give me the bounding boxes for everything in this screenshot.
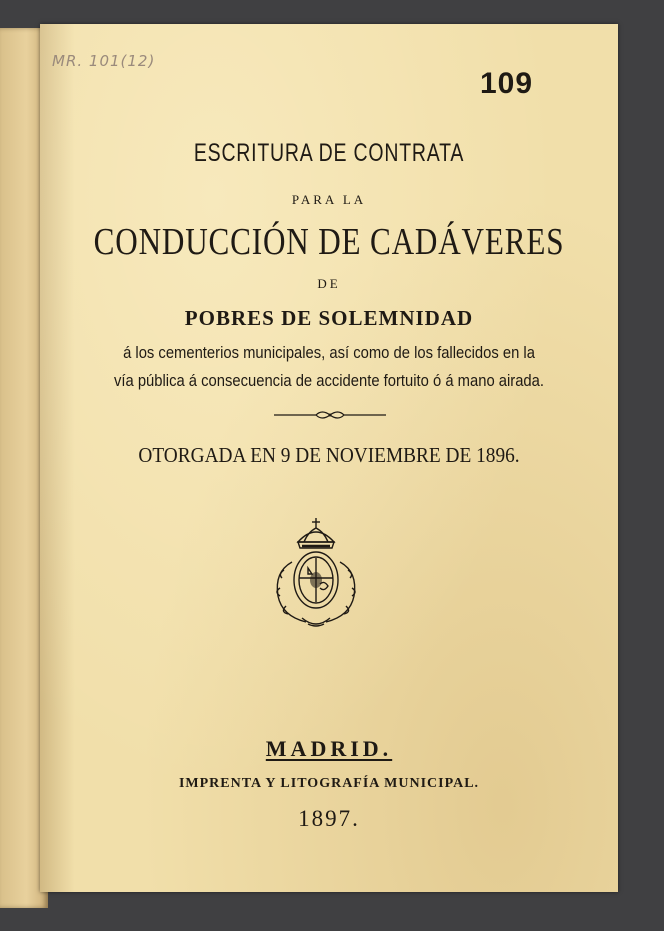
date-line: OTORGADA EN 9 DE NOVIEMBRE DE 1896. [138,443,520,467]
handwritten-reference: MR. 101(12) [52,52,156,70]
page-number: 109 [480,67,534,100]
imprint-year: 1897. [298,806,360,831]
description-line-2: vía pública á consecuencia de accidente fortuito ó á mano airada. [113,371,544,390]
title-line-2: PARA LA [291,192,367,207]
title-subject: POBRES DE SOLEMNIDAD [184,306,474,330]
imprint-printer: IMPRENTA Y LITOGRAFÍA MUNICIPAL. [178,776,480,791]
title-main: CONDUCCIÓN DE CADÁVERES [93,221,565,263]
description-line-1: á los cementerios municipales, así como de los fallecidos en la [123,343,535,362]
coat-of-arms-seal-icon [268,512,364,634]
title-page [40,24,618,892]
imprint-city: MADRID. [265,736,393,761]
title-line-1: ESCRITURA DE CONTRATA [193,139,465,167]
ornament-divider-icon [272,408,388,422]
title-line-4: DE [317,276,341,291]
